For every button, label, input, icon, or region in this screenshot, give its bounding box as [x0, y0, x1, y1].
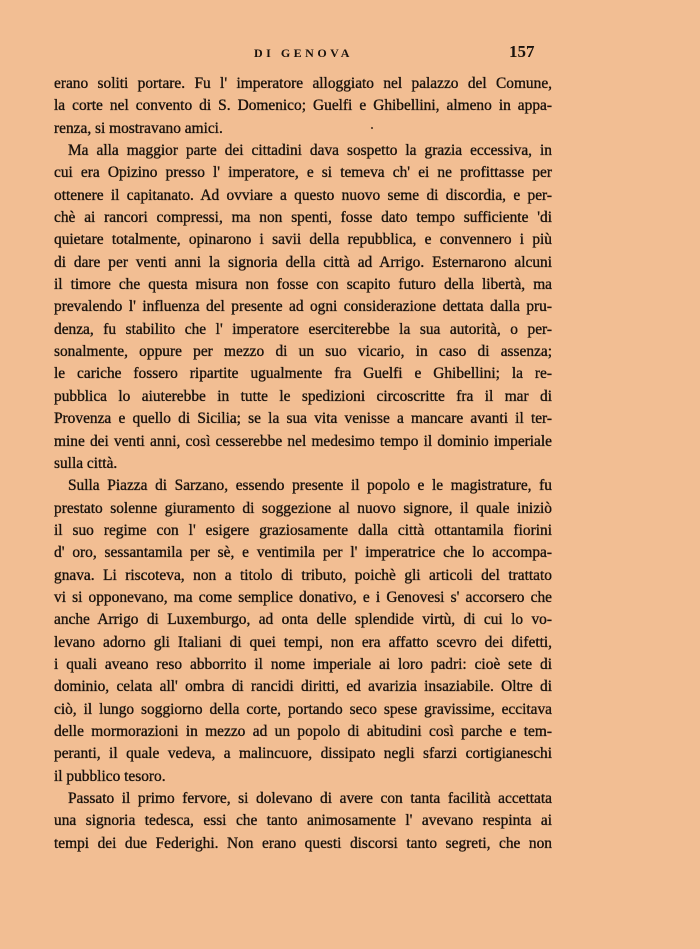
running-title: DI GENOVA [254, 46, 353, 60]
text-line: tempi dei due Federighi. Non erano questi discorsi tanto segreti, che non [54, 834, 552, 852]
text-line: le cariche fossero ripartite ugualmente fra Guelfi e Ghibellini; la re- [54, 365, 552, 383]
text-line: erano soliti portare. Fu l' imperatore alloggiato nel palazzo del Comune, [54, 75, 552, 92]
text-line: il suo regime con l' esigere graziosamente dalla città ottantamila fiorini [54, 521, 552, 539]
text-line: ciò, il lungo soggiorno della corte, portando seco spese gravissime, eccitava [54, 700, 552, 718]
running-head [0, 42, 700, 66]
text-line: gnava. Li riscoteva, non a titolo di tributo, poichè gli articoli del trattato [54, 566, 552, 584]
text-line: Passato il primo fervore, si dolevano di avere con tanta facilità accettata [68, 790, 552, 807]
text-line: d' oro, sessantamila per sè, e ventimila per l' imperatrice che lo accompa- [54, 544, 552, 562]
body-text [54, 73, 552, 855]
text-line: chè ai rancori compressi, ma non spenti, fosse dato tempo sufficiente 'di [54, 209, 552, 227]
text-line: Ma alla maggior parte dei cittadini dava sospetto la grazia eccessiva, in [68, 142, 552, 160]
text-line: Sulla Piazza di Sarzano, essendo presente il popolo e le magistrature, fu [68, 477, 552, 495]
text-line: mine dei venti anni, così cesserebbe nel medesimo tempo il dominio imperiale [54, 432, 552, 450]
text-line: quietare totalmente, opinarono i savii della repubblica, e convennero i più [54, 231, 552, 249]
text-line: anche Arrigo di Luxemburgo, ad onta delle splendide virtù, di cui lo vo- [54, 611, 552, 629]
text-line: sonalmente, oppure per mezzo di un suo vicario, in caso di assenza; [54, 343, 552, 361]
text-line: la corte nel convento di S. Domenico; Guelfi e Ghibellini, almeno in appa- [54, 97, 552, 115]
text-line: levano adorno gli Italiani di quei tempi, non era affatto scevro dei difetti, [54, 633, 552, 651]
text-line: il timore che questa misura non fosse con scapito futuro della libertà, ma [54, 276, 552, 294]
text-line: una signoria tedesca, essi che tanto animosamente l' avevano respinta ai [54, 812, 552, 830]
text-line: renza, si mostravano amici. [54, 119, 223, 137]
text-line: il pubblico tesoro. [54, 767, 166, 785]
text-line: sulla città. [54, 454, 118, 472]
text-line: di dare per venti anni la signoria della città ad Arrigo. Esternarono alcuni [54, 253, 552, 271]
text-line: i quali aveano reso abborrito il nome imperiale ai loro padri: cioè sete di [54, 655, 552, 673]
text-line: denza, fu stabilito che l' imperatore eserciterebbe la sua autorità, o per- [54, 320, 552, 338]
text-line: dominio, celata all' ombra di rancidi diritti, ed avarizia insaziabile. Oltre di [54, 678, 552, 696]
text-line: delle mormorazioni in mezzo ad un popolo di abitudini così parche e tem- [54, 722, 552, 740]
text-line: prestato solenne giuramento di soggezione al nuovo signore, il quale iniziò [54, 499, 552, 517]
text-line: prevalendo l' influenza del presente ad ogni considerazione dettata dalla pru- [54, 298, 552, 316]
text-line: peranti, il quale vedeva, a malincuore, dissipato negli sfarzi cortigianeschi [54, 745, 552, 763]
text-line: Provenza e quello di Sicilia; se la sua vita venisse a mancare avanti il ter- [54, 410, 552, 428]
text-line: cui era Opizino presso l' imperatore, e si temeva ch' ei ne profittasse per [54, 164, 552, 182]
text-line: vi si opponevano, ma come semplice donativo, e i Genovesi s' accorsero che [54, 588, 552, 606]
text-line: pubblica lo aiuterebbe in tutte le spedizioni circoscritte fra il mar di [54, 387, 552, 405]
page-number: 157 [509, 42, 535, 61]
text-line: ottenere il capitanato. Ad ovviare a questo nuovo seme di discordia, e per- [54, 186, 552, 204]
